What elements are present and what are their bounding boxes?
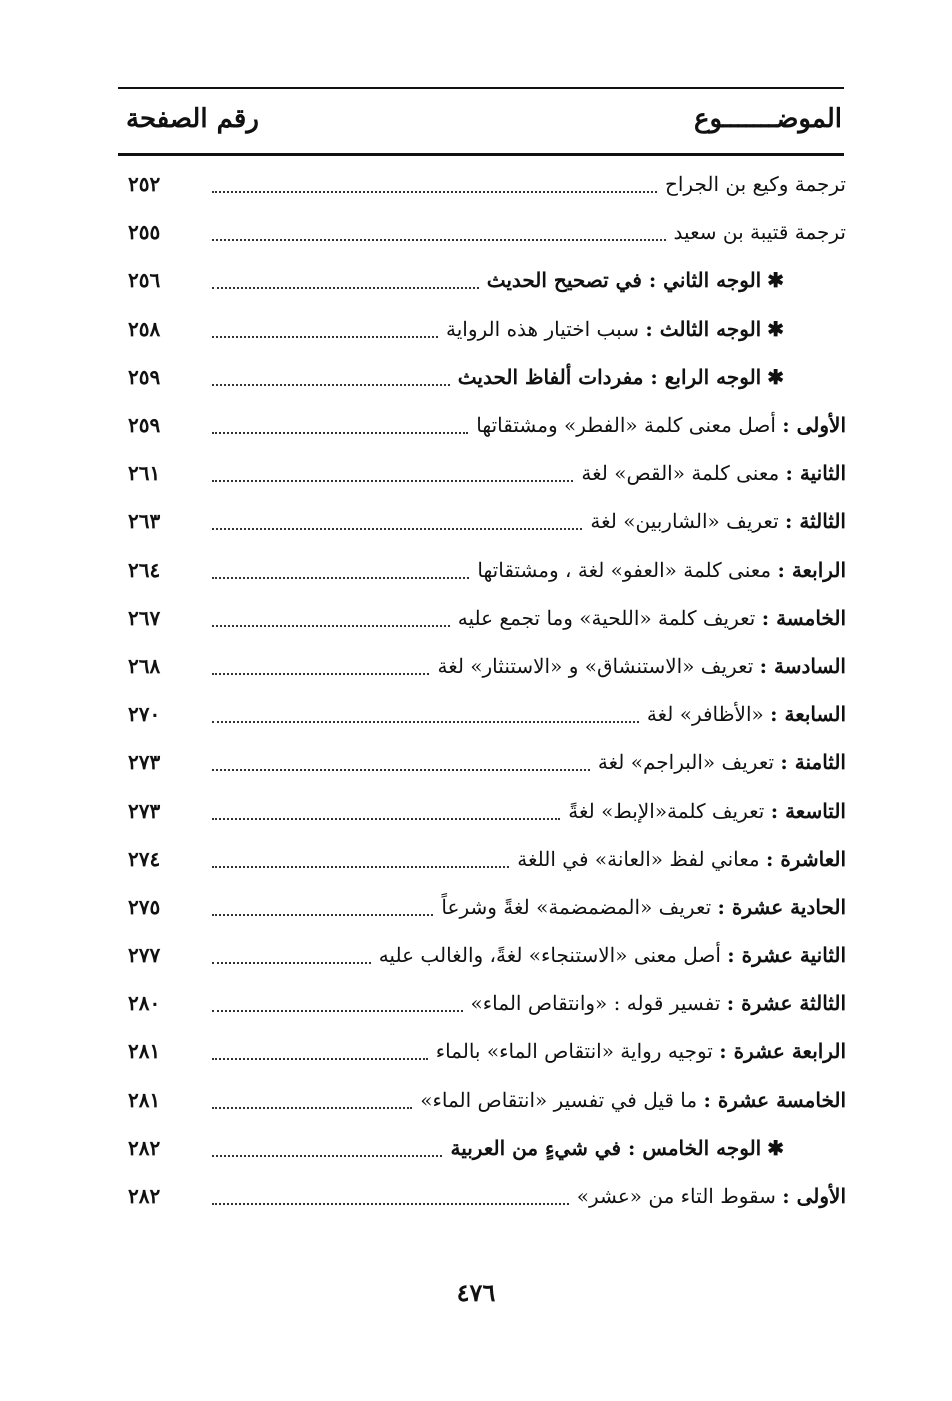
- entry-lead: الثانية :: [785, 461, 846, 486]
- entry-page-number: ٢٥٩: [128, 364, 161, 389]
- entry-lead: الحادية عشرة :: [717, 894, 846, 919]
- entry-page-number: ٢٥٨: [128, 316, 161, 341]
- entry-text: سبب اختيار هذه الرواية: [446, 316, 639, 341]
- entry-title: [674, 220, 846, 244]
- entry-text: الوجه الرابع : مفردات ألفاظ الحديث: [457, 364, 762, 389]
- leader-dots: [212, 625, 450, 627]
- leader-dots: [212, 239, 666, 241]
- entry-text: تعريف «المضمضمة» لغةً وشرعاً: [441, 894, 712, 919]
- toc-entry: [118, 449, 846, 497]
- entry-lead: الثالثة :: [785, 509, 846, 534]
- entry-text: معنى كلمة «القص» لغة: [581, 461, 780, 486]
- entry-title: [598, 750, 846, 774]
- entry-text: تعريف «الاستنشاق» و «الاستنثار» لغة: [437, 653, 754, 678]
- leader-dots: [212, 336, 438, 338]
- entry-page-number: ٢٦١: [128, 461, 161, 486]
- toc-entry: [118, 546, 846, 594]
- entry-lead: الخامسة عشرة :: [703, 1087, 846, 1112]
- entry-lead: الأولى :: [782, 413, 846, 438]
- entry-lead: الخامسة :: [761, 605, 846, 630]
- entry-title: [458, 365, 846, 389]
- entry-text: توجيه رواية «انتقاص الماء» بالماء: [435, 1039, 713, 1064]
- toc-entry: [118, 931, 846, 979]
- entry-page-number: ٢٦٣: [128, 509, 161, 534]
- entry-page-number: ٢٥٥: [128, 220, 161, 245]
- leader-dots: [212, 480, 573, 482]
- leader-dots: [212, 384, 450, 386]
- entry-page-number: ٢٧٧: [128, 943, 161, 968]
- leader-dots: [212, 1107, 412, 1109]
- leader-dots: [212, 1058, 428, 1060]
- entry-page-number: ٢٧٣: [128, 798, 161, 823]
- toc-entry: [118, 497, 846, 545]
- entry-lead: الوجه الثالث :: [645, 316, 762, 341]
- entry-page-number: ٢٦٨: [128, 653, 161, 678]
- leader-dots: [212, 432, 468, 434]
- entry-text: تعريف «الشاربين» لغة: [590, 509, 779, 534]
- entry-text: سقوط التاء من «عشر»: [576, 1184, 776, 1209]
- leader-dots: [212, 191, 657, 193]
- entry-page-number: ٢٨٢: [128, 1184, 161, 1209]
- entry-title: [441, 895, 846, 919]
- entry-text: تفسير قوله : «وانتقاص الماء»: [470, 991, 721, 1016]
- toc-entry: [118, 690, 846, 738]
- toc-entry: [118, 305, 846, 353]
- entry-text: معاني لفظ «العانة» في اللغة: [517, 846, 760, 871]
- leader-dots: [212, 866, 509, 868]
- entry-title: [446, 317, 846, 341]
- entry-title: [577, 1184, 846, 1208]
- entry-title: [450, 1136, 846, 1160]
- entry-page-number: ٢٧٠: [128, 702, 161, 727]
- toc-entry: [118, 786, 846, 834]
- entry-page-number: ٢٥٢: [128, 172, 161, 197]
- leader-dots: [212, 962, 371, 964]
- entry-lead: الرابعة عشرة :: [719, 1039, 846, 1064]
- entry-lead: الأولى :: [782, 1184, 846, 1209]
- leader-dots: [212, 914, 433, 916]
- entry-lead: الرابعة :: [777, 557, 846, 582]
- toc-entry: [118, 353, 846, 401]
- entry-lead: التاسعة :: [770, 798, 846, 823]
- entry-text: ترجمة قتيبة بن سعيد: [673, 220, 846, 245]
- leader-dots: [212, 1203, 569, 1205]
- toc-entry: [118, 642, 846, 690]
- entry-lead: الثامنة :: [780, 750, 846, 775]
- entry-text: تعريف كلمة «اللحية» وما تجمع عليه: [457, 605, 756, 630]
- entry-text: الوجه الخامس : في شيءٍ من العربية: [450, 1135, 762, 1160]
- toc-entry: [118, 1076, 846, 1124]
- entry-lead: الثانية عشرة :: [727, 943, 846, 968]
- bullet-star-icon: ✱: [767, 364, 784, 389]
- leader-dots: [212, 577, 469, 579]
- page-folio-number: ٤٧٦: [456, 1278, 496, 1307]
- entry-text: «الأظافر» لغة: [646, 702, 764, 727]
- entry-title: [379, 943, 846, 967]
- entry-title: [476, 413, 846, 437]
- entry-page-number: ٢٦٤: [128, 557, 161, 582]
- entry-page-number: ٢٨٠: [128, 991, 161, 1016]
- toc-entry: [118, 1027, 846, 1075]
- toc-entry: [118, 208, 846, 256]
- entry-title: [517, 847, 846, 871]
- entry-text: معنى كلمة «العفو» لغة ، ومشتقاتها: [477, 557, 772, 582]
- toc-entry: [118, 1124, 846, 1172]
- toc-header: [118, 96, 844, 142]
- entry-page-number: ٢٦٧: [128, 605, 161, 630]
- entry-lead: السابعة :: [770, 702, 846, 727]
- entry-text: ترجمة وكيع بن الجراح: [664, 172, 846, 197]
- entry-title: [487, 268, 846, 292]
- entry-title: [665, 172, 846, 196]
- entry-page-number: ٢٨٢: [128, 1135, 161, 1160]
- toc-entry: [118, 979, 846, 1027]
- toc-entry: [118, 738, 846, 786]
- entry-text: ما قيل في تفسير «انتقاص الماء»: [420, 1087, 698, 1112]
- entry-page-number: ٢٨١: [128, 1087, 161, 1112]
- leader-dots: [212, 528, 582, 530]
- entry-text: الوجه الثاني : في تصحيح الحديث: [486, 268, 762, 293]
- entry-text: تعريف كلمة«الإبط» لغةً: [568, 798, 765, 823]
- entry-title: [436, 1039, 846, 1063]
- entry-title: [420, 1088, 846, 1112]
- toc-entry: [118, 256, 846, 304]
- toc-entry: [118, 835, 846, 883]
- topic-column-heading: الموضـــــــوع: [694, 104, 842, 134]
- leader-dots: [212, 673, 429, 675]
- entry-title: [477, 558, 846, 582]
- entry-title: [581, 461, 846, 485]
- entry-text: تعريف «البراجم» لغة: [597, 750, 775, 775]
- leader-dots: [212, 769, 590, 771]
- entry-page-number: ٢٧٥: [128, 894, 161, 919]
- toc-entry: [118, 1172, 846, 1220]
- entry-lead: الثالثة عشرة :: [726, 991, 846, 1016]
- page-number-column-heading: رقم الصفحة: [126, 104, 259, 134]
- entry-title: [647, 702, 846, 726]
- leader-dots: [212, 1155, 442, 1157]
- table-of-contents: [118, 160, 846, 1220]
- entry-page-number: ٢٥٩: [128, 413, 161, 438]
- entry-text: أصل معنى كلمة «الفطر» ومشتقاتها: [476, 413, 776, 438]
- bullet-star-icon: ✱: [767, 1135, 784, 1160]
- entry-title: [471, 991, 846, 1015]
- entry-page-number: ٢٧٤: [128, 846, 161, 871]
- header-rule: [118, 153, 844, 156]
- entry-title: [437, 654, 846, 678]
- entry-page-number: ٢٧٣: [128, 750, 161, 775]
- entry-title: [590, 509, 846, 533]
- leader-dots: [212, 721, 639, 723]
- leader-dots: [212, 287, 479, 289]
- toc-entry: [118, 883, 846, 931]
- toc-entry: [118, 401, 846, 449]
- bullet-star-icon: ✱: [767, 268, 784, 293]
- leader-dots: [212, 1010, 463, 1012]
- entry-title: [458, 606, 846, 630]
- entry-lead: العاشرة :: [765, 846, 846, 871]
- entry-text: أصل معنى «الاستنجاء» لغةً، والغالب عليه: [378, 943, 721, 968]
- toc-entry: [118, 594, 846, 642]
- bullet-star-icon: ✱: [767, 316, 784, 341]
- toc-entry: [118, 160, 846, 208]
- top-rule: [118, 87, 844, 89]
- entry-lead: السادسة :: [759, 653, 846, 678]
- leader-dots: [212, 818, 560, 820]
- entry-title: [568, 799, 846, 823]
- entry-page-number: ٢٥٦: [128, 268, 161, 293]
- entry-page-number: ٢٨١: [128, 1039, 161, 1064]
